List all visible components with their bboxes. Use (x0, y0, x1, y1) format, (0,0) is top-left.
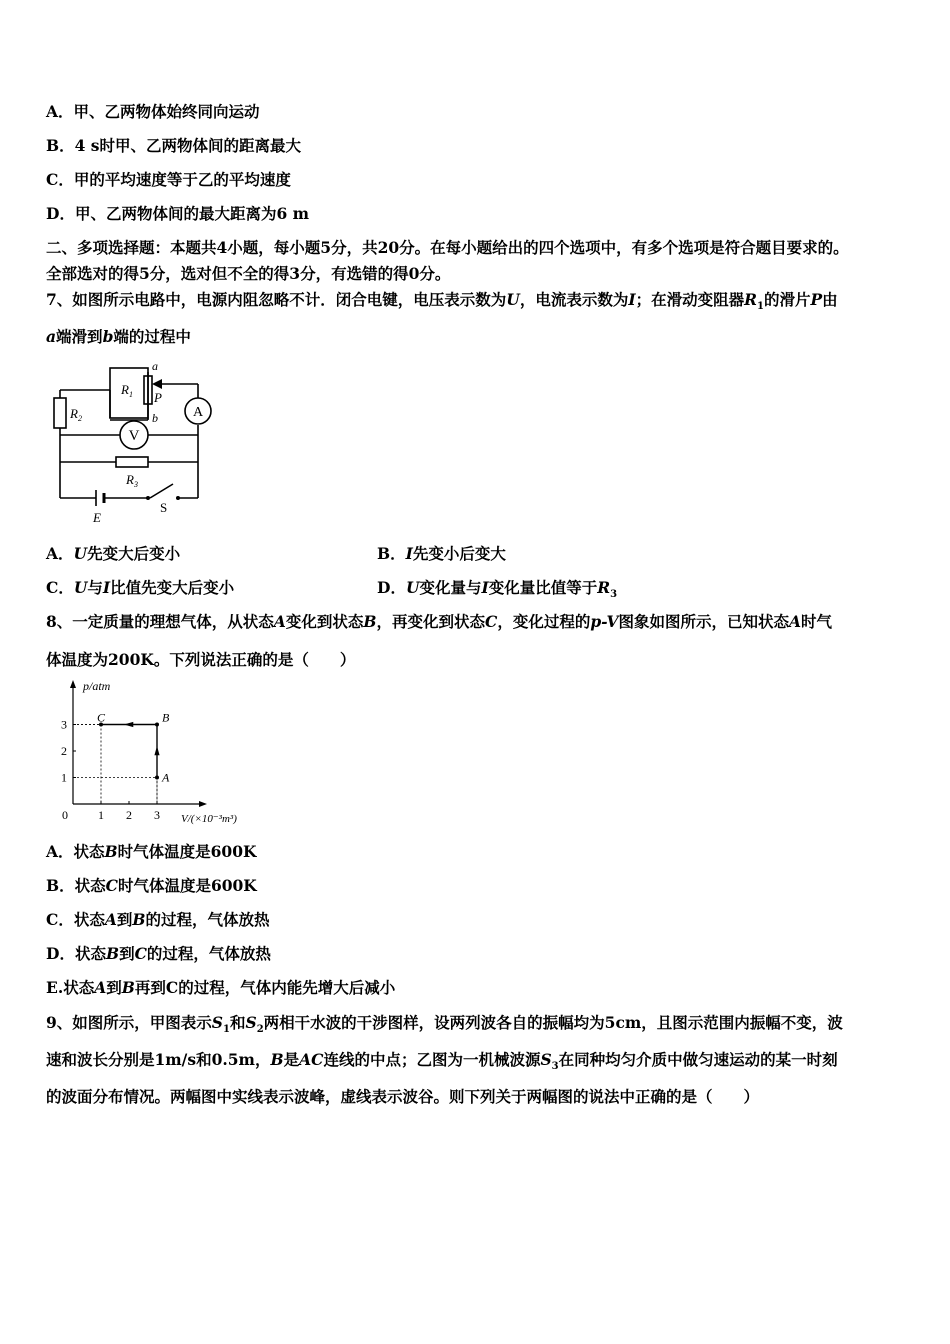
q8-option-c: C．状态A到B的过程，气体放热 (46, 910, 270, 929)
y-tick-label-1: 1 (61, 770, 67, 785)
point-label-B: B (162, 710, 170, 725)
battery-e-label: E (93, 510, 101, 525)
q6-option-b: B．4 s时甲、乙两物体间的距离最大 (46, 136, 302, 155)
q7-stem-line2: a端滑到b端的过程中 (46, 327, 191, 346)
q8-option-e: E.状态A到B再到C的过程，气体内能先增大后减小 (46, 978, 396, 997)
q7-stem-line1: 7、如图所示电路中，电源内阻忽略不计．闭合电键，电压表示数为U，电流表示数为I；在滑动变阻器$R_1$的滑片P由 (46, 290, 838, 313)
q9-line3: 的波面分布情况。两幅图中实线表示波峰，虚线表示波谷。则下列关于两幅图的说法中正确的是（ ） (46, 1087, 760, 1106)
x-axis-label: V/(×10⁻³m³) (181, 813, 237, 825)
slider-p-label: P (154, 390, 162, 405)
terminal-a-label: a (152, 359, 158, 373)
pv-chart (55, 676, 265, 826)
q8-option-a: A．状态B时气体温度是600K (46, 842, 257, 861)
x-tick-label-2: 2 (126, 808, 132, 822)
r3-label: $R_3$ (126, 472, 138, 489)
terminal-b-label: b (152, 411, 158, 425)
point-label-A: A (162, 770, 170, 785)
q7-option-c: C．U与I比值先变大后变小 (46, 578, 235, 597)
q8-stem-line2: 体温度为200K。下列说法正确的是（ ） (46, 650, 356, 669)
section2-line2: 全部选对的得5分，选对但不全的得3分，有选错的得0分。 (46, 264, 451, 283)
y-axis-label: p/atm (83, 679, 111, 693)
x-tick-label-0: 0 (62, 808, 68, 822)
y-tick-label-3: 3 (61, 717, 67, 732)
circuit-diagram (40, 360, 230, 530)
point-A (155, 776, 159, 780)
q6-option-c: C．甲的平均速度等于乙的平均速度 (46, 170, 291, 189)
q6-option-a: A．甲、乙两物体始终同向运动 (46, 102, 260, 121)
point-label-C: C (97, 710, 106, 725)
q7-option-d: D．U变化量与I变化量比值等于$R_3$ (377, 578, 618, 601)
section2-line1: 二、多项选择题：本题共4小题，每小题5分，共20分。在每小题给出的四个选项中，有多个选项是符合题目要求的。 (46, 238, 849, 257)
ammeter-label: A (192, 405, 204, 420)
arrow-A-B (154, 746, 159, 755)
r1-label: $R_1$ (121, 382, 133, 399)
switch-s-label: S (160, 500, 168, 515)
q7-option-a: A．U先变大后变小 (46, 544, 181, 563)
x-tick-label-1: 1 (98, 808, 104, 822)
arrow-B-C (124, 722, 133, 727)
y-tick-label-2: 2 (61, 744, 67, 758)
r2-label: $R_2$ (70, 406, 82, 423)
voltmeter-label: V (128, 428, 140, 444)
q8-option-d: D．状态B到C的过程，气体放热 (46, 944, 271, 963)
q8-stem-line1: 8、一定质量的理想气体，从状态A变化到状态B，再变化到状态C，变化过程的p-V图象如图所示，已知状态A时气 (46, 612, 833, 631)
point-B (155, 723, 159, 727)
q7-option-b: B．I先变小后变大 (377, 544, 506, 563)
x-tick-label-3: 3 (154, 808, 160, 822)
q9-line2: 速和波长分别是1m/s和0.5m，B是AC连线的中点；乙图为一机械波源$S_3$在同种均匀介质中做匀速运动的某一时刻 (46, 1050, 838, 1073)
q9-line1: 9、如图所示，甲图表示$S_1$和$S_2$两相干水波的干涉图样，设两列波各自的振幅均为5cm，且图示范围内振幅不变，波 (46, 1013, 843, 1036)
q6-option-d: D．甲、乙两物体间的最大距离为6 m (46, 204, 310, 223)
q8-option-b: B．状态C时气体温度是600K (46, 876, 257, 895)
